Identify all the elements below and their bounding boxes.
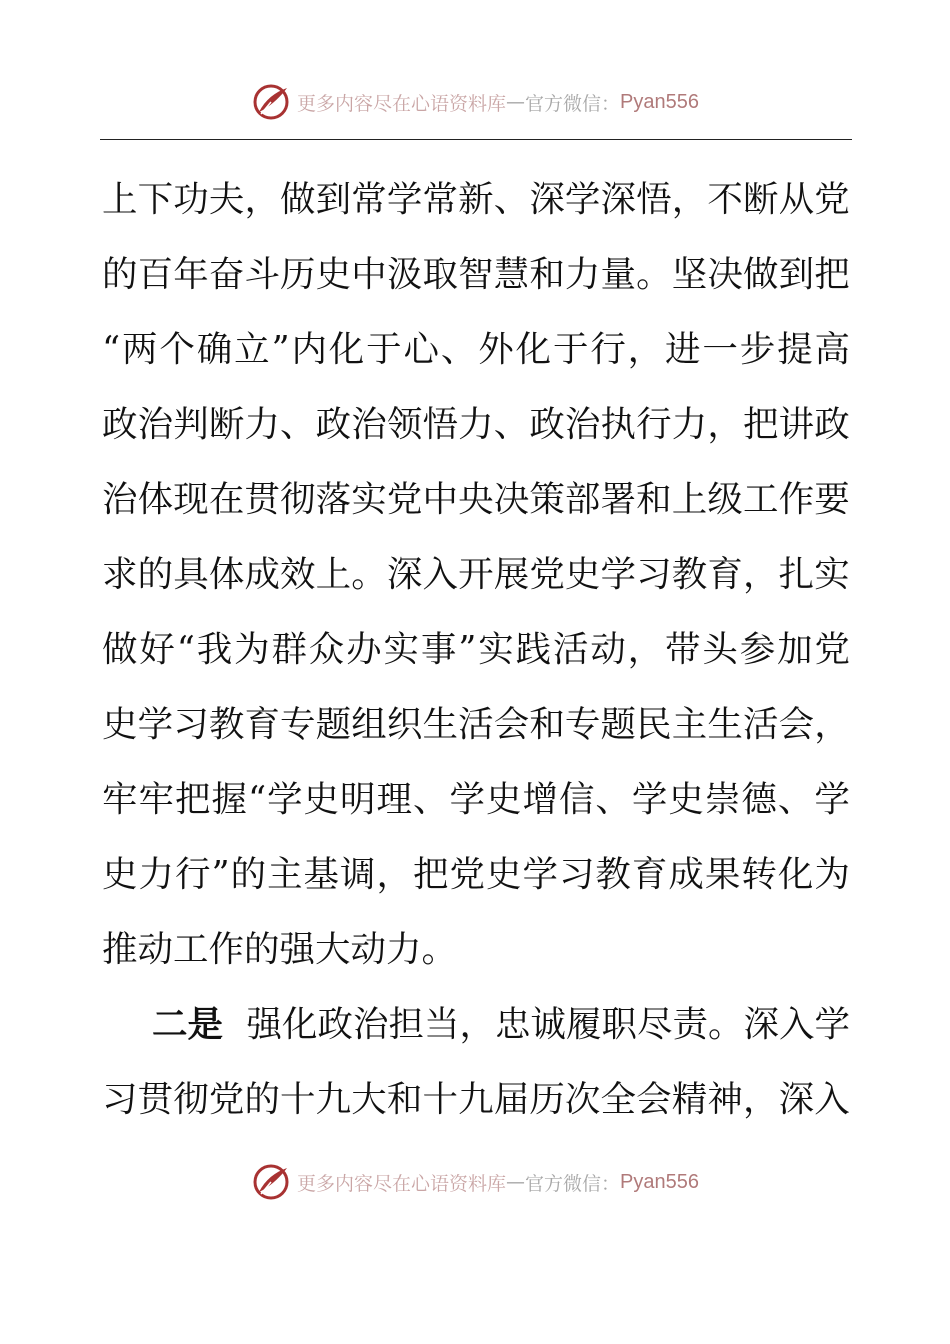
- document-body: [102, 162, 850, 1137]
- banner-dash: —: [506, 1171, 526, 1193]
- text-line: 牢 牢 把 握 “ 学 史 明 理 、 学 史 增 信 、 学 史 崇 德 、 学: [102, 779, 850, 820]
- text-line: 习 贯 彻 党 的 十 九 大 和 十 九 届 历 次 全 会 精 神 ， 深 入: [102, 1079, 850, 1120]
- banner-dash: —: [506, 91, 526, 113]
- text-line: 上 下 功 夫 ， 做 到 常 学 常 新 、 深 学 深 悟 ， 不 断 从 党: [102, 179, 850, 220]
- quill-logo-icon: [251, 82, 291, 122]
- paragraph2-line1-text: 强化政治担当，忠诚履职尽责。深入学: [246, 1004, 850, 1045]
- banner-wechat-id: Pyan556: [620, 90, 699, 113]
- text-line: 治 体 现 在 贯 彻 落 实 党 中 央 决 策 部 署 和 上 级 工 作 要: [102, 479, 850, 520]
- text-line: 史 学 习 教 育 专 题 组 织 生 活 会 和 专 题 民 主 生 活 会 ，: [102, 704, 850, 745]
- footer-banner: [0, 1160, 950, 1204]
- text-line: 史 力 行 ” 的 主 基 调 ， 把 党 史 学 习 教 育 成 果 转 化 为: [102, 854, 850, 895]
- banner-wechat-label: 官方微信：: [525, 1172, 621, 1195]
- text-line: 的 百 年 奋 斗 历 史 中 汲 取 智 慧 和 力 量 。 坚 决 做 到 把: [102, 254, 850, 295]
- text-line: “ 两 个 确 立 ” 内 化 于 心 、 外 化 于 行 ， 进 一 步 提 高: [102, 329, 850, 370]
- text-line: 政 治 判 断 力 、 政 治 领 悟 力 、 政 治 执 行 力 ， 把 讲 政: [102, 404, 850, 445]
- header-divider: [100, 139, 852, 140]
- quill-logo-icon: [251, 1162, 291, 1202]
- banner-title: 更多内容尽在心语资料库: [297, 1172, 507, 1195]
- banner-title: 更多内容尽在心语资料库: [297, 92, 507, 115]
- paragraph2-lead: 二是: [152, 1004, 224, 1045]
- paragraph2-first-line: [102, 987, 850, 1062]
- header-banner: [0, 80, 950, 124]
- banner-wechat-id: Pyan556: [620, 1170, 699, 1193]
- banner-wechat-label: 官方微信：: [525, 92, 621, 115]
- text-line: 做 好 “ 我 为 群 众 办 实 事 ” 实 践 活 动 ， 带 头 参 加 党: [102, 629, 850, 670]
- text-line: 求 的 具 体 成 效 上 。 深 入 开 展 党 史 学 习 教 育 ， 扎 实: [102, 554, 850, 595]
- text-line: 推动工作的强大动力。: [102, 929, 458, 970]
